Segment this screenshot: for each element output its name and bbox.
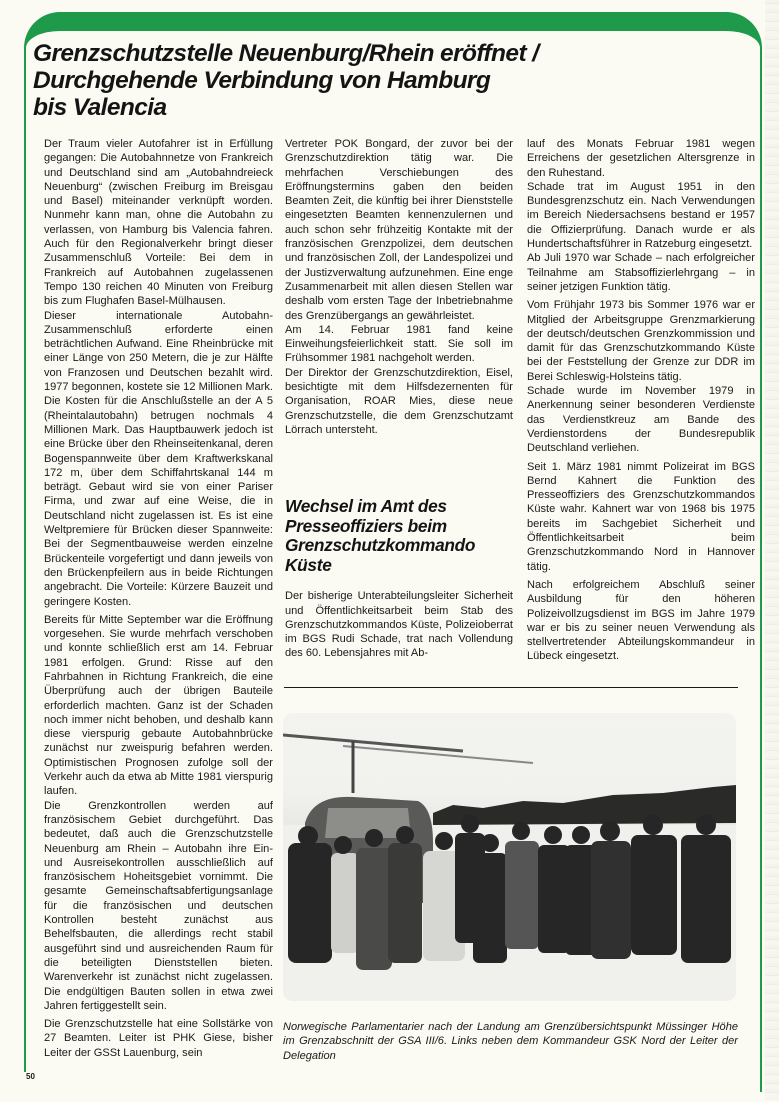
paragraph: Seit 1. März 1981 nimmt Polizeirat im BGS Bernd Kahnert die Funktion des Presseoffiziers des Grenzschutzkommandos Küste wahr. Kahnert war von 1968 bis 1975 bereits im Sachgebiet Sicherheit und Öffentlichkeitsarbeit beim Grenzschutzkommando Nord in Hannover tätig. <box>527 460 755 573</box>
paragraph: Vom Frühjahr 1973 bis Sommer 1976 war er Mitglied der Arbeitsgruppe Grenzmarkierung der deutsch/deutschen Grenzkommission und damit für das Grenzschutzkommando Küste bei der Feststellung der Grenze zur DDR im Berei Schleswig-Holsteins tätig. <box>527 299 755 383</box>
paragraph: Schade wurde im November 1979 in Anerkennung seiner besonderen Verdienste das Verdienstkreuz am Bande des Verdienstordens der Bundesrepublik Deutschland verliehen. <box>527 385 755 455</box>
paragraph: Der Direktor der Grenzschutzdirektion, Eisel, besichtigte mit dem Hilfsdezernenten für Organisation, ROAR Mies, diese neue Grenzschutzstelle, die dem Grenzschutzamt Lörrach untersteht. <box>285 366 513 436</box>
paragraph: Schade trat im August 1951 in den Bundesgrenzschutz ein. Nach Verwendungen im Bereich Niedersachsens bestand er 1957 die Offizierprüfung. Danach wurde er als Hundertschaftsführer in Ratzeburg eingesetzt. <box>527 180 755 251</box>
paragraph: Bereits für Mitte September war die Eröffnung vorgesehen. Sie wurde mehrfach verschoben und konnte schließlich erst am 14. Februar 1981 erfolgen. Grund: Risse auf den Fahrbahnen in Richtung Frankreich, die eine Überprüfung auch der übrigen Bauteile erforderlich machten. Ganz ist der Schaden noch immer nicht behoben, und deshalb kann diese vierspurig gebaute Autobahnbrücke zunächst nur zweispurig befahren werden. Optimistischen Prognosen zufolge soll der Verkehr auch da etwa ab Mitte 1981 vierspurig laufen. <box>44 613 273 798</box>
paragraph: Die Grenzschutzstelle hat eine Sollstärke von 27 Beamten. Leiter ist PHK Giese, bisher Leiter der GSSt Lauenburg, sein <box>44 1018 273 1059</box>
paragraph: Nach erfolgreichem Abschluß seiner Ausbildung für den höheren Polizeivollzugsdienst im BGS im Jahre 1979 war er bis zu seiner neuen Verwendung als stellvertretender Abteilungskommandeur in Lübeck eingesetzt. <box>527 578 755 663</box>
title-line-1: Grenzschutzstelle Neuenburg/Rhein eröffnet / <box>33 40 539 67</box>
paragraph: lauf des Monats Februar 1981 wegen Erreichens der gesetzlichen Altersgrenze in den Ruhestand. <box>527 138 755 179</box>
scan-edge-texture <box>765 0 779 1100</box>
article-title <box>33 40 713 121</box>
column-2 <box>285 137 513 661</box>
paragraph: Die Grenzkontrollen werden auf französischem Gebiet durchgeführt. Das bedeutet, daß auch die Grenzschutzstelle Neuenburg am Rhein – Autobahn ihre Ein- und Ausreisekontrollen ausschließlich auf französischem Hoheitsgebiet vornimmt. Die gesamte Gemeinschaftsabfertigungsanlage für die französischen und deutschen Kontrollen besteht zunächst aus Behelfsbauten, die allerdings recht stabil ausgeführt sind und ausreichenden Raum für die beteiligten Dienststellen bieten. Warenverkehr ist zunächst nicht zugelassen. Die endgültigen Bauten sollen in etwa zwei Jahren fertiggestellt sein. <box>44 799 273 1012</box>
title-line-3: bis Valencia <box>33 94 167 121</box>
paragraph: Vertreter POK Bongard, der zuvor bei der Grenzschutzdirektion tätig war. Die mehrfachen Verschiebungen des Eröffnungstermins gaben den beiden Beamten Zeit, die künftig bei ihrer Dienststelle eingesetzten Beamten kennenzulernen und auch schon sehr frühzeitig Kontakte mit der französischen Grenzpolizei, dem deutschen und französischen Zoll, der Landespolizei und der Justizverwaltung aufzunehmen. Eine enge Zusammenarbeit mit allen diesen Stellen war deshalb vom ersten Tage der Inbetriebnahme des Grenzübergangs an gewährleistet. <box>285 138 513 322</box>
paragraph: Der bisherige Unterabteilungsleiter Sicherheit und Öffentlichkeitsarbeit beim Stab des Grenzschutzkommandos Küste, Polizeioberrat im BGS Rudi Schade, trat nach Vollendung des 60. Lebensjahres mit Ab- <box>285 590 513 660</box>
paragraph: Dieser internationale Autobahn-Zusammenschluß erforderte einen beträchtlichen Aufwand. Eine Rheinbrücke mit einer Länge von 250 Metern, die je zur Hälfte von Franzosen und Deutschen bezahlt wird. 1977 begonnen, kostete sie 12 Millionen Mark. Die Kosten für die Anschlußstelle an der A 5 (Rheintalautobahn) betrugen nochmals 4 Millionen Mark. Das Hauptbauwerk jedoch ist eine Brücke über den Rheinseitenkanal, deren Bogenspannweite über dem Kraftwerkskanal 172 m, über dem Schiffahrtskanal 144 m beträgt. Gebaut wird sie von einer Pariser Firma, und zwar auf eine Weise, die in Deutschland nicht zugelassen ist. Es ist eine Weltpremiere für Brücken dieser Spannweite: Bei der Segmentbauweise werden einzelne Brückenteile vorgefertigt und dann jeweils von den Brückenpfeilern aus in beide Richtungen angebracht. Die Vorteile: Kürzere Bauzeit und geringere Kosten. <box>44 309 273 608</box>
paragraph: Am 14. Februar 1981 fand keine Einweihungsfeierlichkeit statt. Sie soll im Frühsommer 1981 nachgeholt werden. <box>285 323 513 365</box>
photo-caption: Norwegische Parlamentarier nach der Landung am Grenzübersichtspunkt Müssinger Höhe im Grenzabschnitt der GSA III/6. Links neben dem Kommandeur GSK Nord der Leiter der Delegation <box>283 1021 738 1062</box>
column-3 <box>527 137 755 664</box>
page-number: 50 <box>26 1072 35 1081</box>
title-line-2: Durchgehende Verbindung von Hamburg <box>33 67 491 94</box>
photo-illustration <box>283 713 736 1001</box>
paragraph: Der Traum vieler Autofahrer ist in Erfüllung gegangen: Die Autobahnnetze von Frankreich und Deutschland sind am „Autobahndreieck Neuenburg“ (zwischen Freiburg im Breisgau und Basel) miteinander verknüpft worden. Nunmehr kann man, ohne die Autobahn zu verlassen, von Hamburg bis Valencia fahren. Auch für den Regionalverkehr bringt dieser Zusammenschluß Vorteile: Bei dem in Frankreich auf Autobahnen zugelassenen Tempo 130 reichen 40 Minuten von Freiburg bis zum Flughafen Basel-Mülhausen. <box>44 138 273 308</box>
section-divider <box>284 687 738 688</box>
paragraph: Ab Juli 1970 war Schade – nach erfolgreicher Teilnahme am Stabsoffizierlehrgang – in seiner jetzigen Funktion tätig. <box>527 252 755 293</box>
group-photo <box>283 713 736 1001</box>
section-heading: Wechsel im Amt des Presseoffiziers beim Grenzschutzkommando Küste <box>285 496 476 575</box>
column-1 <box>44 137 273 1060</box>
